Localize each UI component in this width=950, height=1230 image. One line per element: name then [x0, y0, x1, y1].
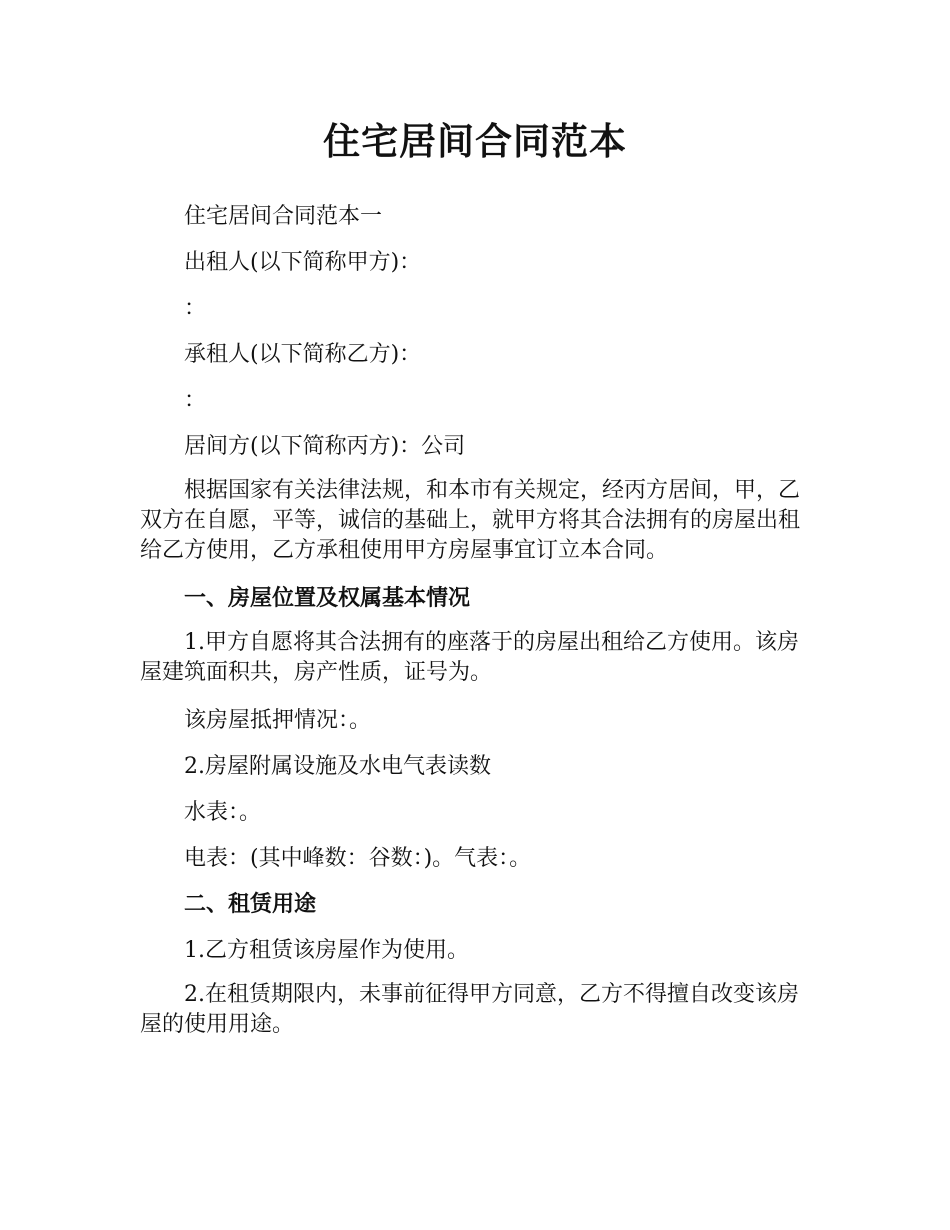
- section-heading-property: 一、房屋位置及权属基本情况: [184, 586, 471, 611]
- paragraph-lessor: 出租人(以下简称甲方)：: [184, 250, 422, 275]
- paragraph-lessor-blank: ：: [184, 296, 207, 321]
- paragraph-intermediary: 居间方(以下简称丙方)：公司: [184, 434, 466, 459]
- paragraph-water-meter: 水表：。: [184, 800, 262, 825]
- section-heading-purpose: 二、租赁用途: [184, 892, 317, 917]
- paragraph-subtitle: 住宅居间合同范本一: [184, 204, 383, 229]
- document-title: 住宅居间合同范本: [323, 120, 627, 163]
- paragraph-clause-2-2: 2.在租赁期限内，未事前征得甲方同意，乙方不得擅自改变该房屋的使用用途。: [140, 982, 799, 1037]
- paragraph-mortgage: 该房屋抵押情况：。: [184, 708, 372, 733]
- paragraph-lessee-blank: ：: [184, 388, 207, 413]
- paragraph-clause-1-1: 1.甲方自愿将其合法拥有的座落于的房屋出租给乙方使用。该房屋建筑面积共，房产性质，证号为。: [140, 630, 799, 685]
- paragraph-meters: 电表：(其中峰数：谷数：)。气表：。: [184, 846, 532, 871]
- paragraph-clause-2-1: 1.乙方租赁该房屋作为使用。: [184, 938, 469, 963]
- paragraph-clause-1-2: 2.房屋附属设施及水电气表读数: [184, 754, 491, 779]
- paragraph-preamble: 根据国家有关法律法规，和本市有关规定，经丙方居间，甲，乙双方在自愿，平等，诚信的基础上，就甲方将其合法拥有的房屋出租给乙方使用，乙方承租使用甲方房屋事宜订立本合同。: [140, 478, 801, 563]
- document-body: [140, 200, 820, 1040]
- paragraph-lessee: 承租人(以下简称乙方)：: [184, 342, 422, 367]
